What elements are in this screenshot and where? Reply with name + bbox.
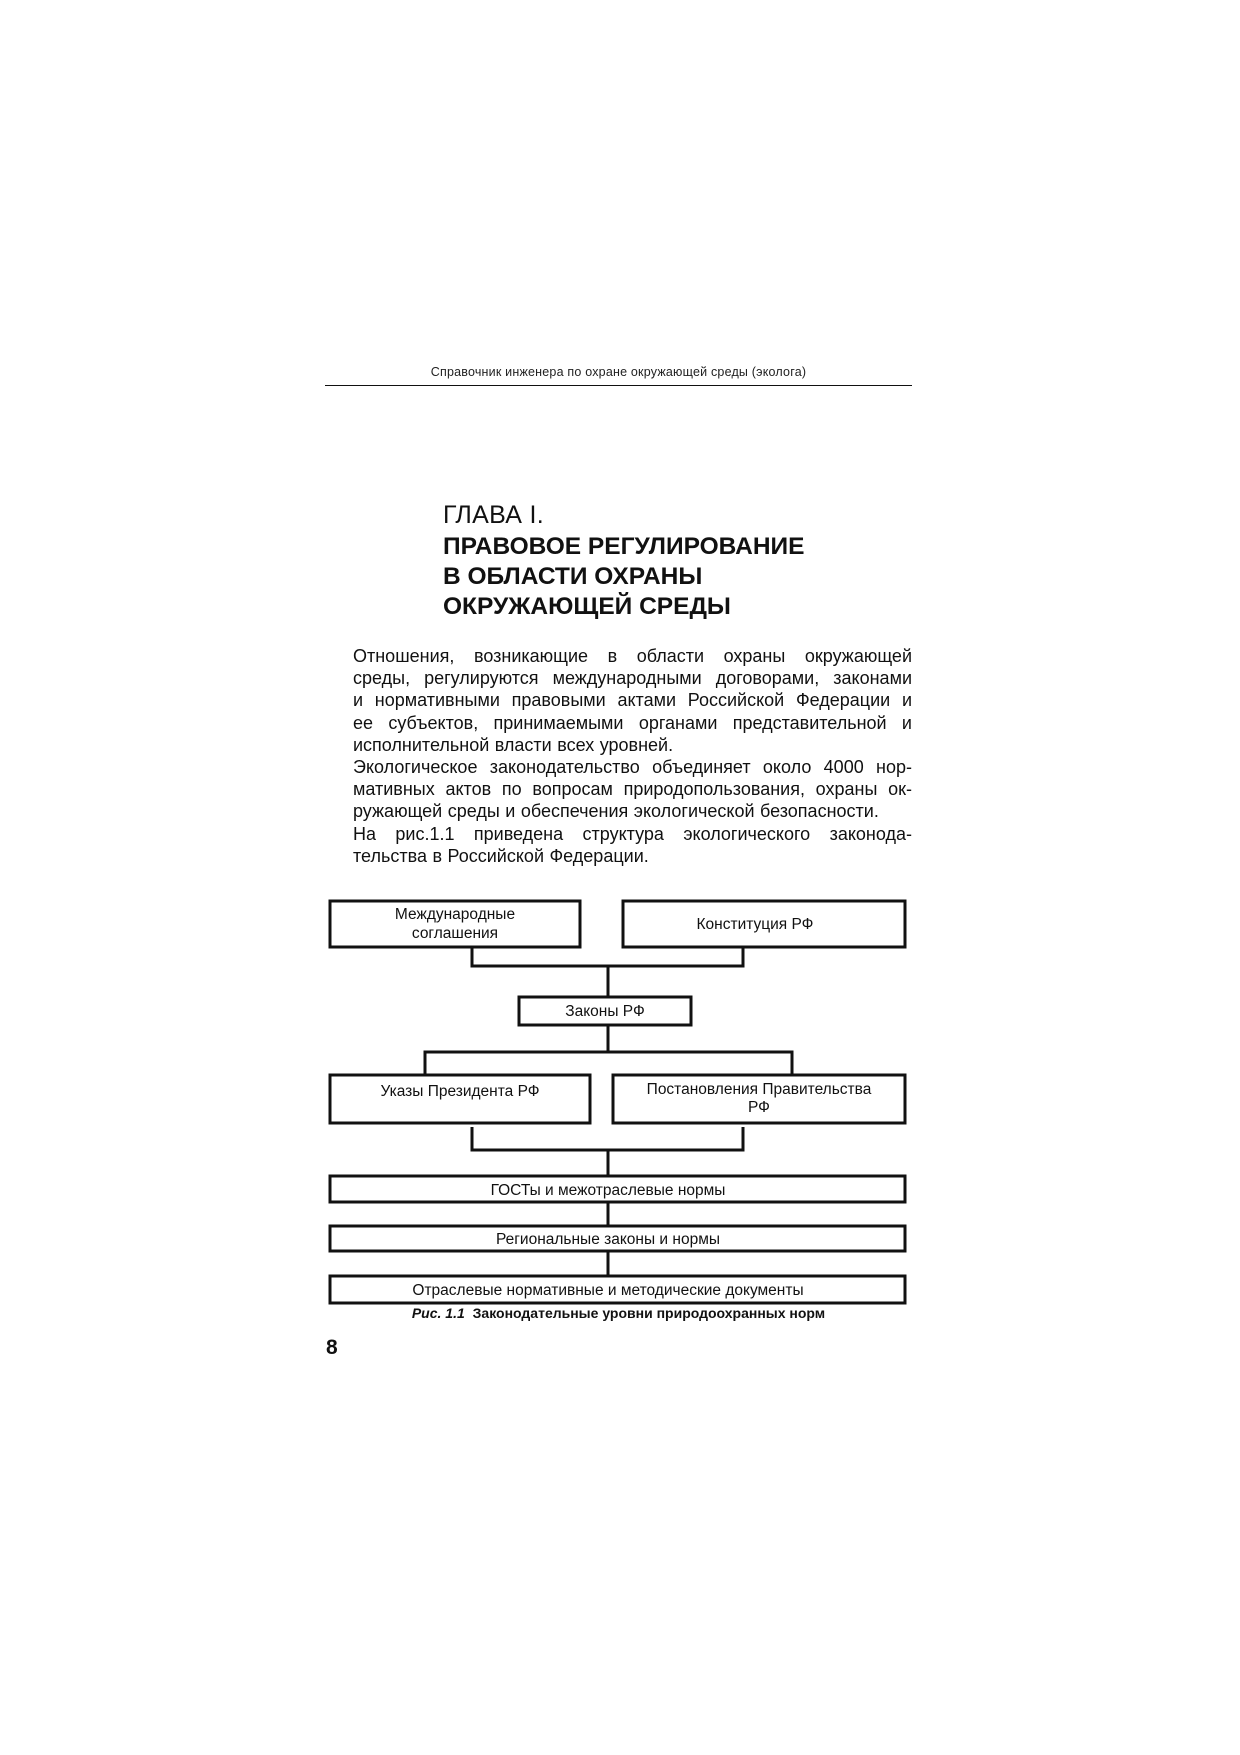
box-constitution-label: Конституция РФ: [696, 916, 814, 933]
text-line: тельства в Российской Федерации.: [353, 845, 649, 866]
body-text: [325, 645, 912, 867]
chapter-heading: [443, 500, 903, 622]
chapter-label: ГЛАВА I.: [443, 501, 544, 529]
chapter-title: [443, 532, 903, 622]
text-line: исполнительной власти всех уровней.: [353, 734, 674, 755]
text-line: и нормативными правовыми актами Российской Федерации и: [353, 690, 912, 711]
running-header: Справочник инженера по охране окружающей среды (эколога): [430, 365, 807, 379]
page-number: 8: [326, 1336, 338, 1359]
chapter-title-line: ПРАВОВОЕ РЕГУЛИРОВАНИЕ: [443, 533, 805, 560]
text-line: На рис.1.1 приведена структура экологического законода-: [353, 823, 912, 844]
box-regional-label: Региональные законы и нормы: [495, 1231, 721, 1248]
header-rule: [325, 385, 912, 386]
connector: [425, 1052, 792, 1074]
figure-label: Рис. 1.1: [411, 1305, 465, 1321]
box-international-label: соглашения: [411, 925, 499, 942]
box-sectoral-label: Отраслевые нормативные и методические документы: [412, 1282, 804, 1299]
box-laws-label: Законы РФ: [565, 1003, 645, 1020]
chapter-title-line: ОКРУЖАЮЩЕЙ СРЕДЫ: [443, 593, 731, 620]
paragraph: [325, 756, 912, 823]
text-line: Отношения, возникающие в области охраны окружающей: [353, 646, 912, 666]
chapter-title-line: В ОБЛАСТИ ОХРАНЫ: [443, 563, 703, 590]
text-line: среды, регулируются международными договорами, законами: [353, 668, 912, 689]
figure-caption: [325, 1305, 912, 1321]
text-line: Экологическое законодательство объединяет около 4000 нор-: [353, 757, 912, 778]
text-line: ружающей среды и обеспечения экологической безопасности.: [353, 801, 879, 822]
box-gosts-label: ГОСТы и межотраслевые нормы: [490, 1182, 726, 1199]
text-line: мативных актов по вопросам природопользования, охраны ок-: [353, 779, 912, 800]
text-line: ее субъектов, принимаемыми органами представительной и: [353, 712, 912, 733]
box-decrees-label: Указы Президента РФ: [380, 1083, 540, 1100]
box-resolutions-label: Постановления Правительства: [646, 1081, 872, 1098]
paragraph: [325, 645, 912, 756]
paragraph: [325, 823, 912, 867]
legislation-structure-diagram: [318, 888, 918, 1313]
box-resolutions-label: РФ: [748, 1099, 770, 1116]
box-international-label: Международные: [394, 906, 516, 923]
figure-caption-text: Законодательные уровни природоохранных норм: [472, 1305, 826, 1321]
connector: [472, 1127, 743, 1150]
